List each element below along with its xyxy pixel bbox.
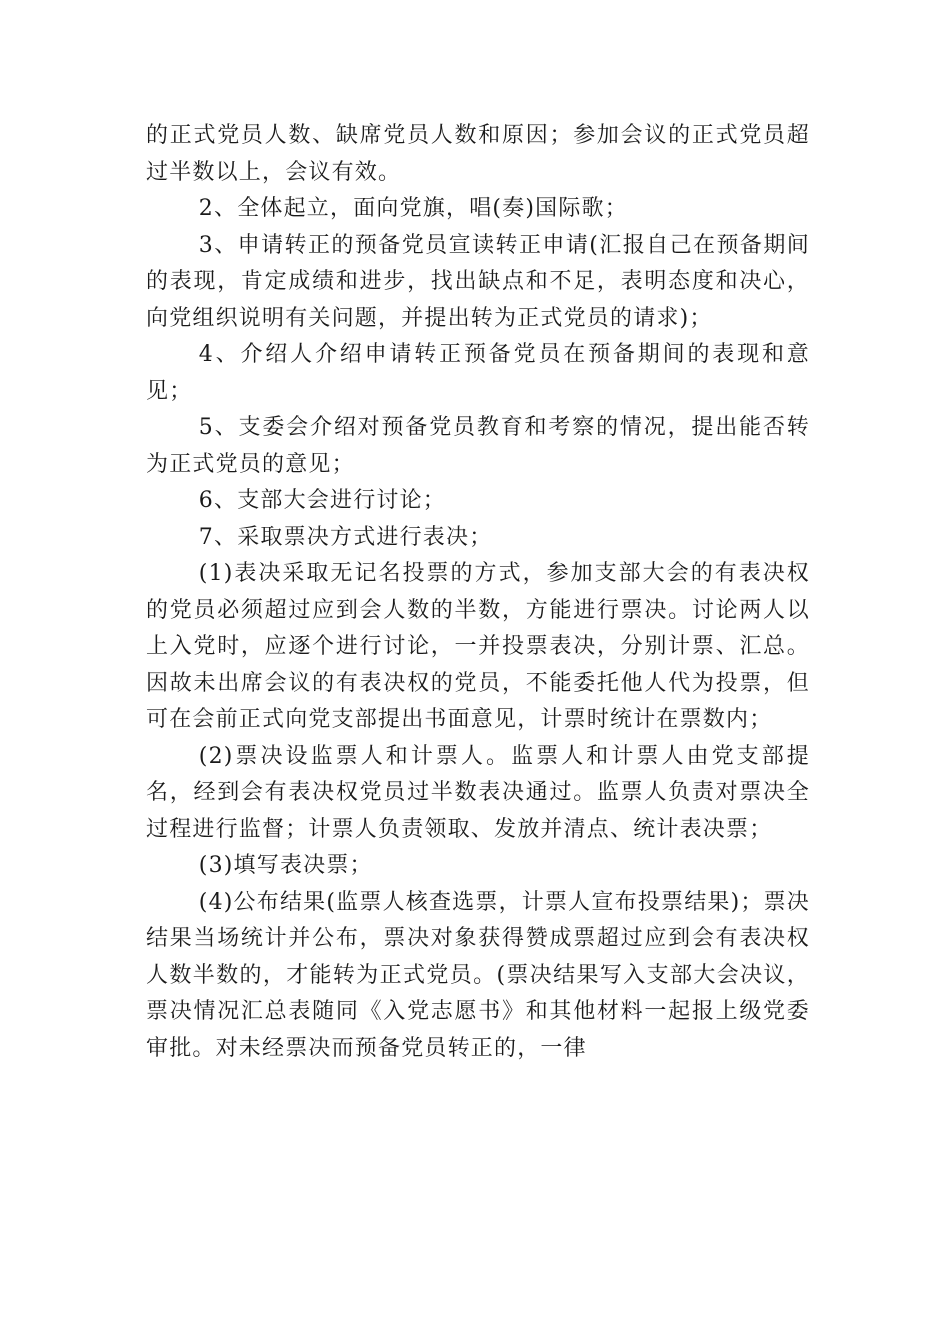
paragraph-sub-3: (3)填写表决票； bbox=[198, 853, 373, 878]
paragraph-sub-4: (4)公布结果(监票人核查选票，计票人宣布投票结果)；票决结果当场统计并公布，票决对象获得赞成票超过应到会有表决权人数半数的，才能转为正式党员。(票决结果写入支部大会决议，票决情况汇总表随同《入党志愿书》和其他材料一起报上级党委审批。对未经票决而预备党员转正的，一律 bbox=[146, 889, 810, 1061]
paragraph-step-7: 7、采取票决方式进行表决； bbox=[198, 524, 493, 550]
paragraph-sub-2: (2)票决设监票人和计票人。监票人和计票人由党支部提名，经到会有表决权党员过半数表决通过。监票人负责对票决全过程进行监督；计票人负责领取、发放并清点、统计表决票； bbox=[146, 743, 810, 842]
document-body bbox=[146, 118, 810, 1067]
paragraph-step-6: 6、支部大会进行讨论； bbox=[198, 488, 446, 513]
paragraph-step-2: 2、全体起立，面向党旗，唱(奏)国际歌； bbox=[198, 196, 628, 221]
paragraph-step-4: 4、介绍人介绍申请转正预备党员在预备期间的表现和意见； bbox=[146, 342, 810, 404]
paragraph-sub-1: (1)表决采取无记名投票的方式，参加支部大会的有表决权的党员必须超过应到会人数的半数，方能进行票决。讨论两人以上入党时，应逐个进行讨论，一并投票表决，分别计票、汇总。因故未出席会议的有表决权的党员，不能委托他人代为投票，但可在会前正式向党支部提出书面意见，计票时统计在票数内； bbox=[146, 561, 810, 732]
paragraph-step-5: 5、支委会介绍对预备党员教育和考察的情况，提出能否转为正式党员的意见； bbox=[146, 415, 810, 477]
paragraph-step-3: 3、申请转正的预备党员宣读转正申请(汇报自己在预备期间的表现，肯定成绩和进步，找出缺点和不足，表明态度和决心，向党组织说明有关问题，并提出转为正式党员的请求)； bbox=[146, 232, 810, 331]
paragraph-continued: 的正式党员人数、缺席党员人数和原因；参加会议的正式党员超过半数以上，会议有效。 bbox=[146, 123, 810, 185]
